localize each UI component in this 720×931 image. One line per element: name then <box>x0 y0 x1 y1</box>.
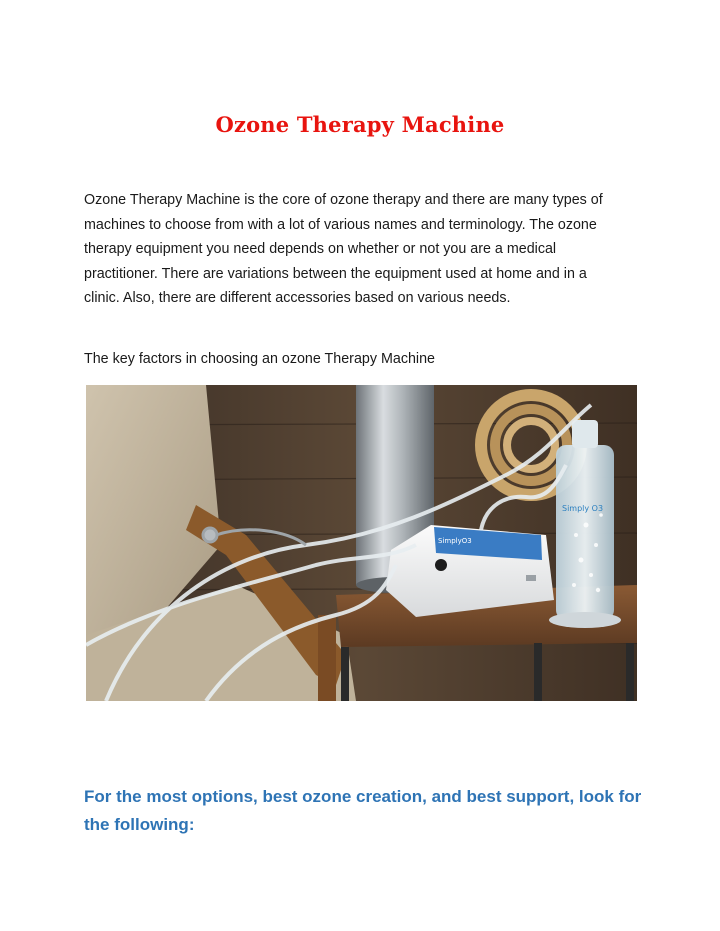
intro-line: practitioner. There are variations between the equipment used at home and in a <box>84 265 587 282</box>
cta-line: the following: <box>84 815 195 834</box>
bottle-brand-label: Simply O3 <box>562 504 604 513</box>
intro-paragraph <box>84 188 644 311</box>
cta-line: For the most options, best ozone creation, and best support, look for <box>84 787 642 806</box>
intro-line: therapy equipment you need depends on whether or not you are a medical <box>84 241 557 258</box>
call-to-action-heading <box>84 783 644 839</box>
intro-line: machines to choose from with a lot of various names and terminology. The ozone <box>84 216 597 233</box>
machine-brand-label: SimplyO3 <box>438 537 472 545</box>
page-title: Ozone Therapy Machine <box>215 112 505 137</box>
intro-line: Ozone Therapy Machine is the core of ozone therapy and there are many types of <box>84 192 603 208</box>
ozone-machine-photo <box>86 385 637 701</box>
key-factors-heading: The key factors in choosing an ozone Therapy Machine <box>84 351 436 367</box>
intro-line: clinic. Also, there are different accessories based on various needs. <box>84 290 511 307</box>
